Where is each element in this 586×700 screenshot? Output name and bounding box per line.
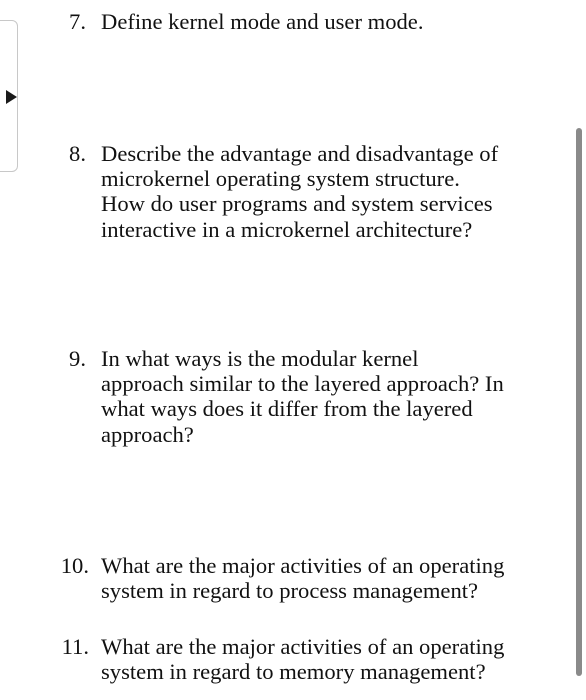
scrollbar[interactable] xyxy=(576,128,582,676)
question-text xyxy=(101,9,553,34)
question-text xyxy=(101,634,553,684)
question-number: 8. xyxy=(69,141,86,166)
question-text xyxy=(101,553,553,603)
question-line: Define kernel mode and user mode. xyxy=(101,9,424,34)
question-line: Describe the advantage and disadvantage of xyxy=(101,141,499,166)
question-line: microkernel operating system structure. xyxy=(101,166,460,192)
question-line: In what ways is the modular kernel xyxy=(101,346,419,371)
question-line: How do user programs and system services xyxy=(101,191,493,217)
question-line: what ways does it differ from the layered xyxy=(101,396,473,422)
question-line: What are the major activities of an operating xyxy=(101,553,505,578)
question-text xyxy=(101,346,553,447)
question-text xyxy=(101,141,553,242)
question-number: 9. xyxy=(69,346,86,371)
question-number: 10. xyxy=(60,553,89,578)
expand-arrow-icon[interactable] xyxy=(6,90,17,104)
question-number: 11. xyxy=(61,634,89,659)
question-line: system in regard to memory management? xyxy=(101,659,486,685)
question-line: interactive in a microkernel architecture? xyxy=(101,216,473,242)
question-line: system in regard to process management? xyxy=(101,578,479,604)
question-line: approach? xyxy=(101,421,194,447)
question-line: What are the major activities of an operating xyxy=(101,634,505,659)
question-number: 7. xyxy=(69,9,86,34)
question-line: approach similar to the layered approach? In xyxy=(101,371,504,397)
